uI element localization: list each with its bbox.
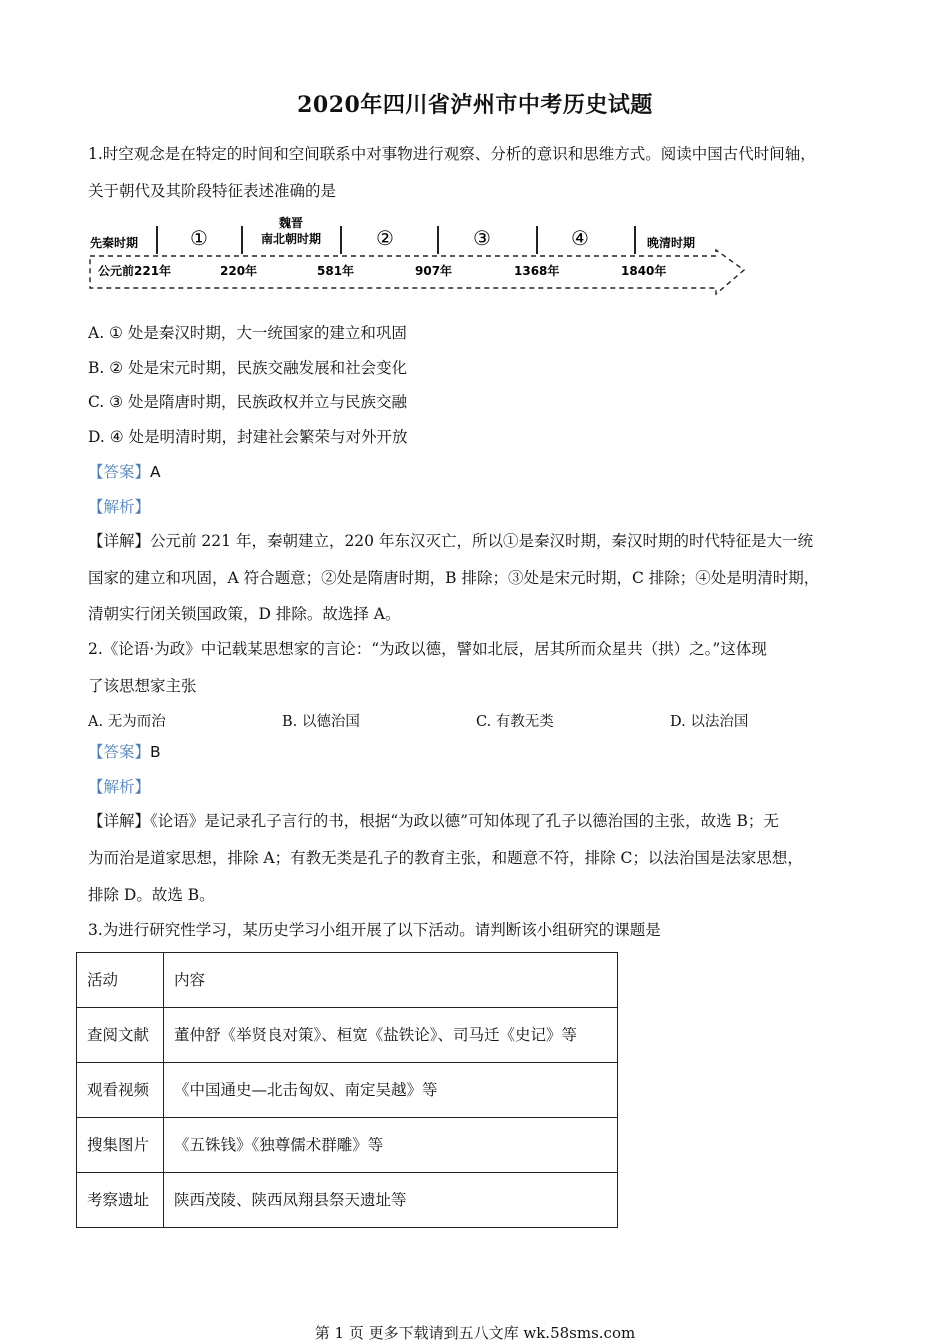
q1-detail-line1: 【详解】公元前 221 年，秦朝建立，220 年东汉灭亡，所以①是秦汉时期，秦汉时期的时代特征是大一统 xyxy=(88,532,813,550)
timeline-period: ③ xyxy=(473,226,491,250)
table-cell: 考察遗址 xyxy=(77,1173,164,1228)
answer-tag: 【答案】 xyxy=(88,743,151,761)
timeline-period: 晚清时期 xyxy=(647,236,696,250)
q2-answer xyxy=(88,742,161,762)
q2-detail-line2: 为而治是道家思想，排除 A；有教无类是孔子的教育主张，和题意不符，排除 C；以法治国是法家思想， xyxy=(88,849,803,867)
timeline-year: 220年 xyxy=(220,264,258,278)
q1-option-d: D. ④ 处是明清时期，封建社会繁荣与对外开放 xyxy=(88,428,408,446)
timeline-year: 1840年 xyxy=(621,264,667,278)
q2-stem-line1: 2.《论语·为政》中记载某思想家的言论：“为政以德，譬如北辰，居其所而众星共（拱）之。”这体现 xyxy=(88,640,767,658)
timeline-period: ④ xyxy=(571,226,589,250)
table-cell: 陕西茂陵、陕西凤翔县祭天遗址等 xyxy=(164,1173,618,1228)
table-cell: 搜集图片 xyxy=(77,1118,164,1173)
q1-analysis-tag: 【解析】 xyxy=(88,498,151,516)
q2-detail-line3: 排除 D。故选 B。 xyxy=(88,886,215,904)
timeline-period: 魏晋 xyxy=(278,216,304,230)
q2-option-a: A. 无为而治 xyxy=(88,714,166,730)
timeline-figure xyxy=(84,212,764,302)
timeline-period: 先秦时期 xyxy=(90,236,139,250)
timeline-year: 907年 xyxy=(415,264,453,278)
q1-option-c: C. ③ 处是隋唐时期，民族政权并立与民族交融 xyxy=(88,393,407,411)
table-cell: 观看视频 xyxy=(77,1063,164,1118)
q2-analysis-tag: 【解析】 xyxy=(88,778,151,796)
q1-option-b: B. ② 处是宋元时期，民族交融发展和社会变化 xyxy=(88,359,408,377)
activity-table xyxy=(76,952,618,1228)
q3-stem: 3.为进行研究性学习，某历史学习小组开展了以下活动。请判断该小组研究的课题是 xyxy=(88,921,661,939)
timeline-period: 南北朝时期 xyxy=(260,232,322,246)
answer-tag: 【答案】 xyxy=(88,463,151,481)
answer-value: B xyxy=(150,743,161,761)
table-cell: 《五铢钱》《独尊儒术群雕》等 xyxy=(164,1118,618,1173)
table-cell: 《中国通史—北击匈奴、南定吴越》等 xyxy=(164,1063,618,1118)
q1-stem-line2: 关于朝代及其阶段特征表述准确的是 xyxy=(88,182,337,200)
table-header-row xyxy=(77,953,618,1008)
table-row xyxy=(77,1173,618,1228)
page-title: 2020年四川省泸州市中考历史试题 xyxy=(297,92,653,118)
table-header-cell: 内容 xyxy=(164,953,618,1008)
q1-stem-line1: 1.时空观念是在特定的时间和空间联系中对事物进行观察、分析的意识和思维方式。阅读中国古代时间轴， xyxy=(88,145,816,163)
q1-detail-line3: 清朝实行闭关锁国政策，D 排除。故选择 A。 xyxy=(88,605,401,623)
table-row xyxy=(77,1118,618,1173)
q2-stem-line2: 了该思想家主张 xyxy=(88,677,197,695)
q2-option-d: D. 以法治国 xyxy=(670,714,749,730)
timeline-period: ① xyxy=(190,226,208,250)
table-cell: 董仲舒《举贤良对策》、桓宽《盐铁论》、司马迁《史记》等 xyxy=(164,1008,618,1063)
q1-option-a: A. ① 处是秦汉时期，大一统国家的建立和巩固 xyxy=(88,324,407,342)
timeline-year: 1368年 xyxy=(514,264,560,278)
q1-answer xyxy=(88,462,161,482)
q2-detail-line1: 【详解】《论语》是记录孔子言行的书，根据“为政以德”可知体现了孔子以德治国的主张，故选 B；无 xyxy=(88,812,779,830)
table-header-cell: 活动 xyxy=(77,953,164,1008)
timeline-year: 581年 xyxy=(317,264,355,278)
q1-detail-line2: 国家的建立和巩固，A 符合题意；②处是隋唐时期，B 排除；③处是宋元时期，C 排除；④处是明清时期， xyxy=(88,569,820,587)
q2-option-b: B. 以德治国 xyxy=(282,714,360,730)
timeline-period: ② xyxy=(376,226,394,250)
answer-value: A xyxy=(150,463,161,481)
table-row xyxy=(77,1008,618,1063)
table-cell: 查阅文献 xyxy=(77,1008,164,1063)
page-footer: 第 1 页 更多下载请到五八文库 wk.58sms.com xyxy=(314,1324,636,1342)
q2-option-c: C. 有教无类 xyxy=(476,714,554,730)
timeline-year: 公元前221年 xyxy=(98,264,172,278)
table-row xyxy=(77,1063,618,1118)
